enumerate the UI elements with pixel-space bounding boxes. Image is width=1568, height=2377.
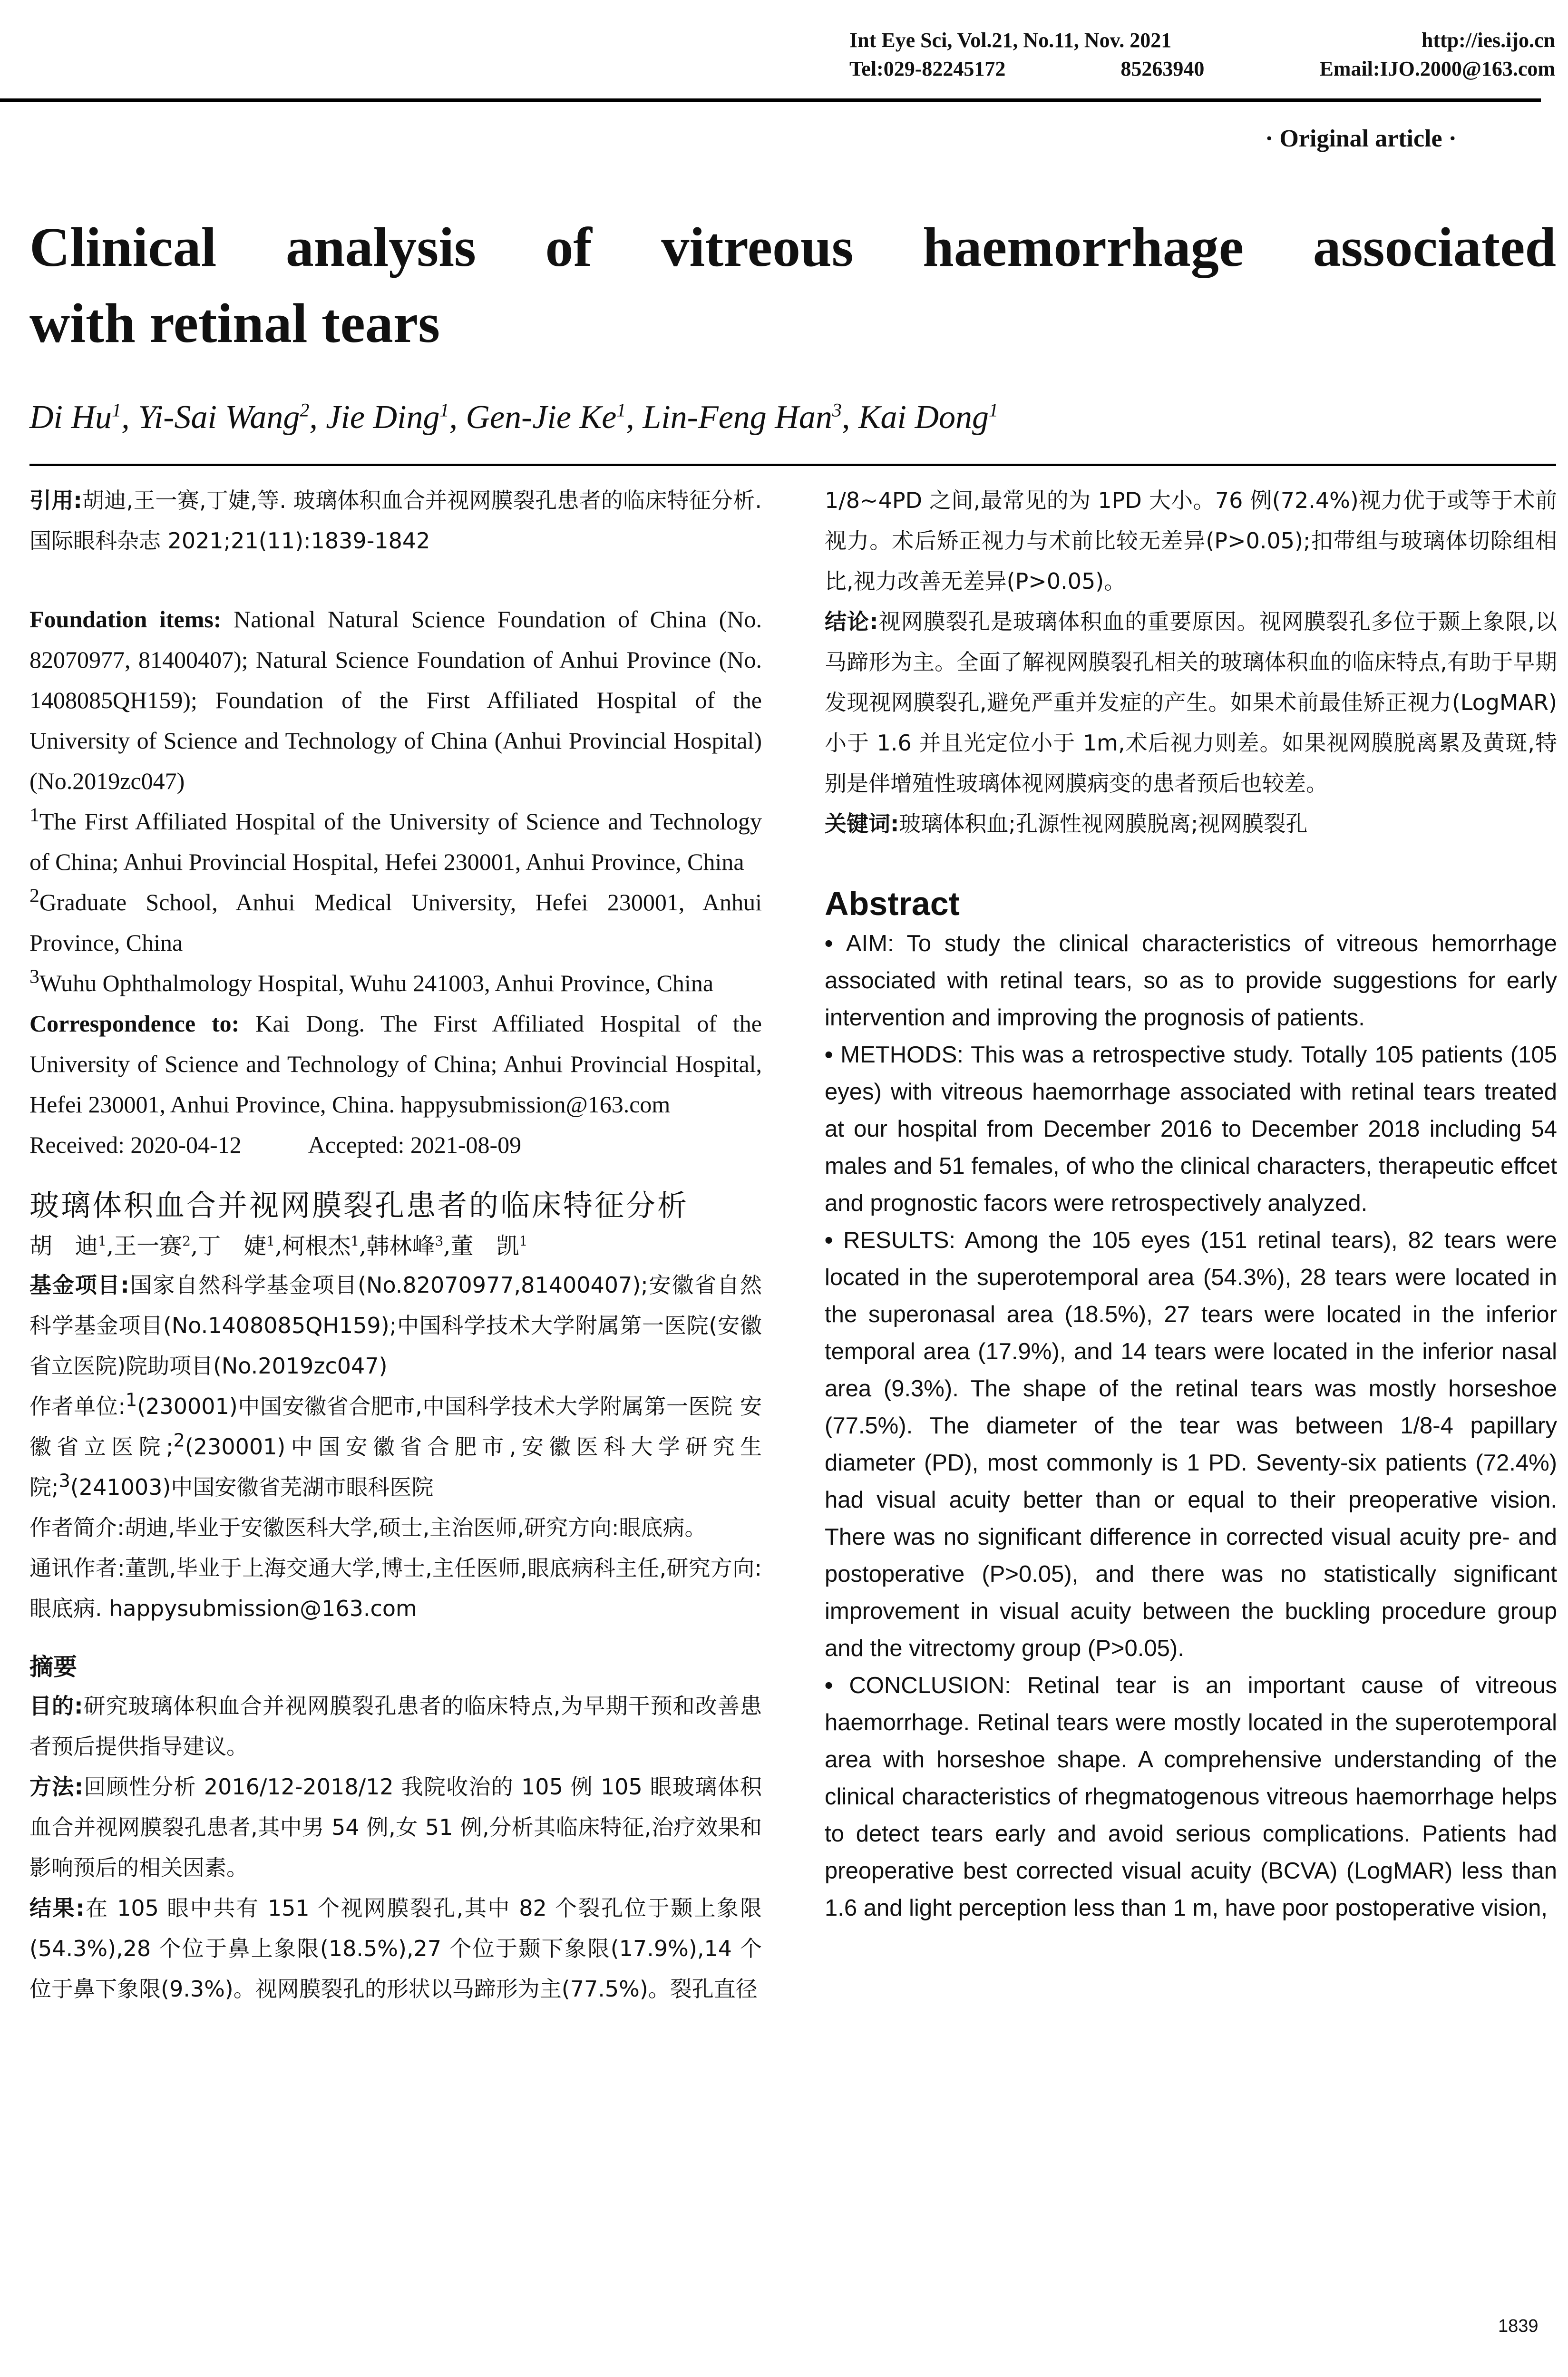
conclusion-cn: 结论:视网膜裂孔是玻璃体积血的重要原因。视网膜裂孔多位于颞上象限,以马蹄形为主。全面了解视网膜裂孔相关的玻璃体积血的临床特点,有助于早期发现视网膜裂孔,避免严重并发症的产生。如果术前最佳矫正视力(LogMAR)小于 1.6 并且光定位小于 1m,术后视力则差。如果视网膜脱离累及黄斑,特别是伴增殖性玻璃体视网膜病变的患者预后也较差。 [825,609,1557,796]
affiliation: $^2$Graduate School, Anhui Medical University, Hefei 230001, Anhui Province, China [29,885,762,956]
accepted-date: Accepted: 2021-08-09 [308,1131,522,1158]
bio-cn: 作者简介:胡迪,毕业于安徽医科大学,硕士,主治医师,研究方向:眼底病。 [29,1515,707,1540]
journal-header [849,26,1555,83]
keywords-cn: 关键词:玻璃体积血;孔源性视网膜脱离;视网膜裂孔 [825,811,1308,837]
article-type: · Original article · [1265,125,1457,152]
chinese-author-list: 胡 迪$^1$,王一赛$^2$,丁 婕$^1$,柯根杰$^1$,韩林峰$^3$,董 凯$^1$ [29,1233,528,1259]
journal-email[interactable]: Email:IJO.2000@163.com [1319,57,1555,80]
fund-cn: 基金项目:国家自然科学基金项目(No.82070977,81400407);安徽省自然科学基金项目(No.1408085QH159);中国科学技术大学附属第一医院(安徽省立医院)院助项目(No.2019zc047) [29,1272,762,1379]
left-column [29,480,762,2009]
summary-heading: 摘要 [29,1653,77,1681]
abstract-aim: • AIM: To study the clinical characteristics of vitreous hemorrhage associated with retinal tears, so as to provide suggestions for early intervention and improving the prognosis of patients. [825,931,1557,1031]
journal-tel: Tel:029-82245172 [849,57,1006,80]
author: Kai Dong$^1$ [858,399,999,436]
abstract-heading: Abstract [825,885,960,922]
chinese-title: 玻璃体积血合并视网膜裂孔患者的临床特征分析 [29,1188,689,1223]
citation: 引用:胡迪,王一赛,丁婕,等. 玻璃体积血合并视网膜裂孔患者的临床特征分析. 国际眼科杂志 2021;21(11):1839-1842 [29,487,762,554]
article-title [29,209,1556,361]
affiliation: $^3$Wuhu Ophthalmology Hospital, Wuhu 241003, Anhui Province, China [29,965,714,996]
journal-citation: Int Eye Sci, Vol.21, No.11, Nov. 2021 [849,29,1172,52]
author: Di Hu$^1$ [29,399,122,436]
author: Yi-Sai Wang$^2$ [138,399,310,436]
author-list: Di Hu$^1$, Yi-Sai Wang$^2$, Jie Ding$^1$, Gen-Jie Ke$^1$, Lin-Feng Han$^3$, Kai Dong$^1$ [29,399,999,436]
title-line-2: with retinal tears [29,292,440,354]
unit-cn: 作者单位:$^1$(230001)中国安徽省合肥市,中国科学技术大学附属第一医院 安徽省立医院;$^2$(230001)中国安徽省合肥市,安徽医科大学研究生院;$^3$(241003)中国安徽省芜湖市眼科医院 [29,1389,762,1500]
page-number: 1839 [1498,2316,1539,2336]
correspondence: Correspondence to: Kai Dong. The First Affiliated Hospital of the University of Science and Technology of China; Anhui Provincial Hospital, Hefei 230001, Anhui Province, China. happysubmission@163.com [29,1010,762,1118]
received-date: Received: 2020-04-12 [29,1131,242,1158]
results-cn: 结果:在 105 眼中共有 151 个视网膜裂孔,其中 82 个裂孔位于颞上象限(54.3%),28 个位于鼻上象限(18.5%),27 个位于颞下象限(17.9%),14 个位于鼻下象限(9.3%)。视网膜裂孔的形状以马蹄形为主(77.5%)。裂孔直径 [29,1895,762,2002]
foundation-items: Foundation items: National Natural Science Foundation of China (No. 82070977, 81400407); Natural Science Foundation of Anhui Province (No. 1408085QH159); Foundation of the First Affiliated Hospital of the University of Science and Technology of China (Anhui Provincial Hospital) (No.2019zc047) [29,606,762,794]
author: Jie Ding$^1$ [326,399,449,436]
abstract-results: • RESULTS: Among the 105 eyes (151 retinal tears), 82 tears were located in the superotemporal area (54.3%), 28 tears were located in the superonasal area (18.5%), 27 tears were located in the inferior temporal area (17.9%), and 14 tears were located in the inferior nasal area (9.3%). The shape of the retinal tears was mostly horseshoe (77.5%). The diameter of the tear was between 1/8-4 papillary diameter (PD), most commonly is 1 PD. Seventy-six patients (72.4%) had visual acuity better than or equal to their preoperative vision. There was no significant difference in corrected visual acuity pre- and postoperative (P>0.05), and there was no statistically significant improvement in visual acuity between the buckling procedure group and the vitrectomy group (P>0.05). [825,1227,1557,1661]
corr-cn: 通讯作者:董凯,毕业于上海交通大学,博士,主任医师,眼底病科主任,研究方向:眼底病. happysubmission@163.com [29,1555,762,1621]
methods-cn: 方法:回顾性分析 2016/12-2018/12 我院收治的 105 例 105 眼玻璃体积血合并视网膜裂孔患者,其中男 54 例,女 51 例,分析其临床特征,治疗效果和影响预后的相关因素。 [29,1774,762,1880]
authors-rule [29,464,1556,466]
header-rule [0,98,1541,102]
affiliation: $^1$The First Affiliated Hospital of the University of Science and Technology of China; Anhui Provincial Hospital, Hefei 230001, Anhui Province, China [29,804,762,875]
author: Gen-Jie Ke$^1$ [466,399,626,436]
journal-tel2: 85263940 [1120,57,1205,80]
title-line-1: Clinical analysis of vitreous haemorrhage associated [29,216,1556,278]
results-cn-continued: 1/8~4PD 之间,最常见的为 1PD 大小。76 例(72.4%)视力优于或等于术前视力。术后矫正视力与术前比较无差异(P>0.05);扣带组与玻璃体切除组相比,视力改善无差异(P>0.05)。 [825,487,1557,594]
abstract-methods: • METHODS: This was a retrospective study. Totally 105 patients (105 eyes) with vitreous haemorrhage associated with retinal tears treated at our hospital from December 2016 to December 2018 including 54 males and 51 females, of who the clinical characters, therapeutic effcet and prognostic facors were retrospectively analyzed. [825,1042,1557,1216]
author: Lin-Feng Han$^3$ [643,399,842,436]
abstract-conclusion: • CONCLUSION: Retinal tear is an important cause of vitreous haemorrhage. Retinal tears were mostly located in the superotemporal area with horseshoe shape. A comprehensive understanding of the clinical characteristics of rhegmatogenous vitreous haemorrhage helps to detect tears early and avoid serious complications. Patients had preoperative best corrected visual acuity (BCVA) (LogMAR) less than 1.6 and light perception less than 1 m, have poor postoperative vision, [825,1673,1557,1921]
dates [29,1125,762,1165]
journal-url[interactable]: http://ies.ijo.cn [1421,29,1555,52]
right-column [825,480,1557,1927]
aim-cn: 目的:研究玻璃体积血合并视网膜裂孔患者的临床特点,为早期干预和改善患者预后提供指导建议。 [29,1693,762,1759]
